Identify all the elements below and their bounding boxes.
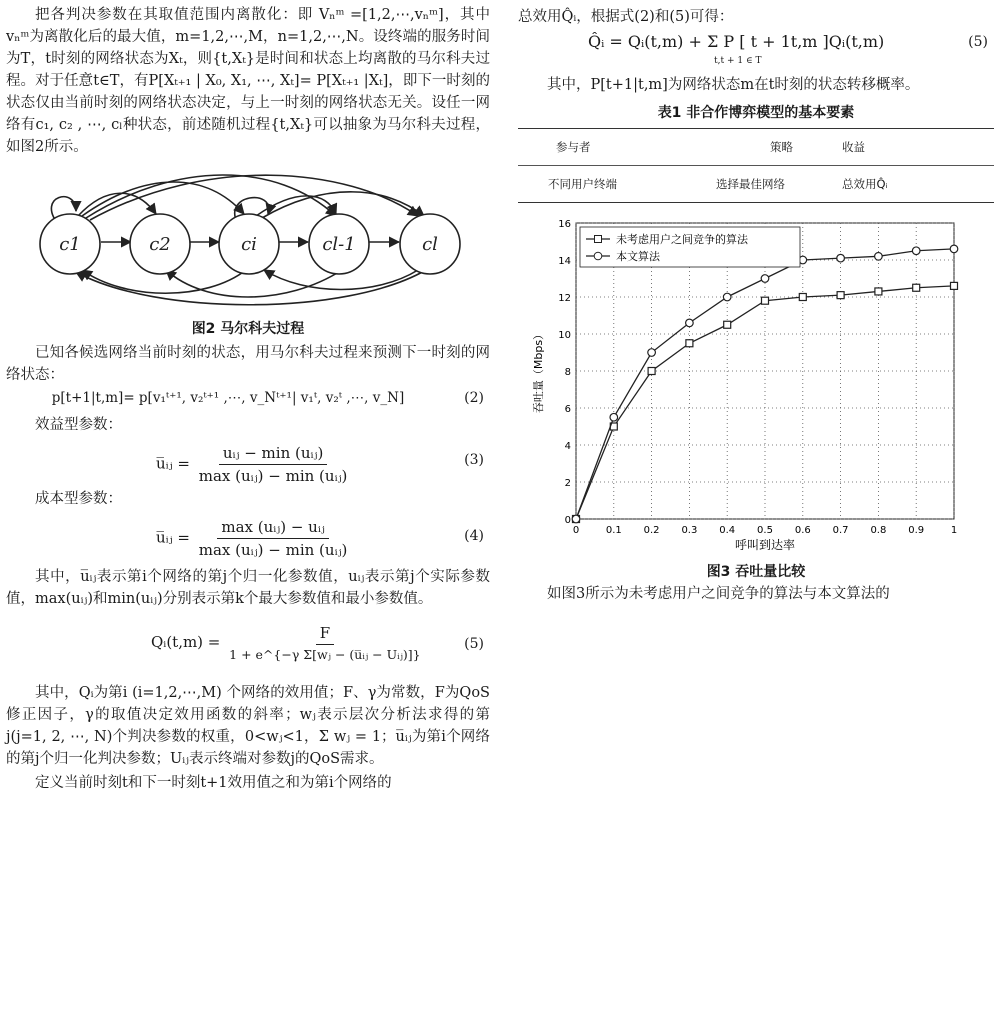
paragraph-normalize: 其中，u̅ᵢⱼ表示第i个网络的第j个归一化参数值，uᵢⱼ表示第j个实际参数值，max(uᵢⱼ)和min(uᵢⱼ)分别表示第k个最大参数值和最小参数值。 xyxy=(6,569,490,607)
eq3-numerator: uᵢⱼ − min (uᵢⱼ) xyxy=(219,444,328,465)
equation-total xyxy=(518,28,994,74)
equation-4 xyxy=(6,510,490,566)
x-tick-label: 0.2 xyxy=(643,525,660,536)
equation-2-number: (2) xyxy=(464,390,484,406)
paragraph-transition: 其中，P[t+1|t,m]为网络状态m在t时刻的状态转移概率。 xyxy=(547,77,920,93)
data-point-square xyxy=(762,297,769,304)
eq5-lhs: Qᵢ(t,m) = xyxy=(151,633,221,651)
table-cell: 选择最佳网络 xyxy=(716,166,842,203)
x-tick-label: 0.6 xyxy=(794,525,811,536)
left-column xyxy=(6,0,490,794)
data-point-circle xyxy=(761,275,769,283)
data-point-square xyxy=(837,292,844,299)
y-tick-label: 0 xyxy=(564,515,571,526)
equation-2 xyxy=(6,386,490,414)
table-row xyxy=(518,166,994,203)
eq3-number: (3) xyxy=(464,452,484,468)
data-point-square xyxy=(951,282,958,289)
eq5-numerator: F xyxy=(316,624,334,645)
node-label: cl-1 xyxy=(322,234,356,255)
node-label: c2 xyxy=(149,234,171,255)
eq-total-sub: t,t + 1 ∈ T xyxy=(714,56,762,66)
x-tick-label: 0.3 xyxy=(681,525,698,536)
data-point-circle xyxy=(610,413,618,421)
eq5-denominator: 1 + e^{−γ Σ[wⱼ − (u̅ᵢⱼ − Uᵢⱼ)]} xyxy=(229,647,421,662)
table1-caption: 表1 非合作博弈模型的基本要素 xyxy=(657,105,855,121)
node-label: c1 xyxy=(59,234,81,255)
y-axis-label: 吞吐量（Mbps） xyxy=(532,328,545,414)
eq4-numerator: max (uᵢⱼ) − uᵢⱼ xyxy=(217,518,328,539)
table-header-cell: 策略 xyxy=(716,129,842,166)
x-axis-label: 呼叫到达率 xyxy=(734,538,796,552)
legend-marker-square xyxy=(595,236,602,243)
y-tick-label: 10 xyxy=(558,330,571,341)
eq-total-body: Q̂ᵢ = Qᵢ(t,m) + Σ P [ t + 1t,m ]Qᵢ(t,m) xyxy=(588,32,885,51)
paragraph-utility-def: 其中，Qᵢ为第i (i=1,2,⋯,M) 个网络的效用值；F、γ为常数，F为QoS修正因子，γ的取值决定效用函数的斜率；wⱼ表示层次分析法求得的第j(j=1, 2, ⋯, N)个判决参数的权重，0<wⱼ<1，Σ wⱼ = 1；u̅ᵢⱼ为第i个网络的第j个归一化判决参数；Uᵢⱼ表示终端对参数j的QoS需求。 xyxy=(6,685,490,767)
x-tick-label: 0.4 xyxy=(719,525,736,536)
data-point-square xyxy=(799,294,806,301)
y-tick-label: 8 xyxy=(564,367,571,378)
data-point-square xyxy=(724,321,731,328)
y-tick-label: 2 xyxy=(564,478,571,489)
data-point-circle xyxy=(875,253,883,261)
paragraph-predict: 已知各候选网络当前时刻的状态，用马尔科夫过程来预测下一时刻的网络状态： xyxy=(6,345,490,383)
data-point-square xyxy=(875,288,882,295)
y-tick-label: 16 xyxy=(558,219,571,230)
x-tick-label: 0 xyxy=(572,525,580,536)
throughput-chart xyxy=(518,209,994,559)
data-point-square xyxy=(648,368,655,375)
figure2-caption: 图2 马尔科夫过程 xyxy=(191,321,305,337)
data-point-circle xyxy=(950,245,958,253)
table-header-cell: 参与者 xyxy=(518,129,716,166)
paragraph-total-utility: 总效用Q̂ᵢ，根据式(2)和(5)可得： xyxy=(518,9,734,25)
y-tick-label: 14 xyxy=(558,256,571,267)
x-tick-label: 0.8 xyxy=(870,525,887,536)
table1 xyxy=(518,128,994,203)
eq3-denominator: max (uᵢⱼ) − min (uᵢⱼ) xyxy=(198,467,348,485)
eq4-lhs: u̅ᵢⱼ = xyxy=(156,528,190,547)
y-tick-label: 6 xyxy=(564,404,571,415)
paragraph-total-def: 定义当前时刻t和下一时刻t+1效用值之和为第i个网络的 xyxy=(35,775,392,791)
legend-marker-circle xyxy=(594,252,602,260)
x-tick-label: 0.1 xyxy=(605,525,622,536)
data-point-circle xyxy=(648,349,656,357)
data-point-circle xyxy=(572,515,580,523)
x-tick-label: 0.7 xyxy=(832,525,849,536)
eq3-lhs: u̅ᵢⱼ = xyxy=(156,454,190,473)
y-tick-label: 4 xyxy=(564,441,571,452)
table-cell: 不同用户终端 xyxy=(518,166,716,203)
data-point-square xyxy=(686,340,693,347)
paragraph-benefit: 效益型参数： xyxy=(35,417,122,433)
eq4-denominator: max (uᵢⱼ) − min (uᵢⱼ) xyxy=(198,541,348,559)
paragraph-cost: 成本型参数： xyxy=(35,491,122,507)
equation-3 xyxy=(6,436,490,488)
equation-2-body: p[t+1|t,m]= p[v₁ᵗ⁺¹, v₂ᵗ⁺¹ ,⋯, v_Nᵗ⁺¹| v₁ᵗ, v₂ᵗ ,⋯, v_N] xyxy=(51,390,405,406)
data-point-circle xyxy=(686,319,694,327)
eq-total-number: (5) xyxy=(968,34,988,50)
right-column xyxy=(518,0,994,605)
table-header-row xyxy=(518,129,994,166)
legend-label: 本文算法 xyxy=(616,250,660,263)
x-tick-label: 0.9 xyxy=(908,525,925,536)
data-point-circle xyxy=(837,254,845,262)
table-header-cell: 收益 xyxy=(842,129,994,166)
y-tick-label: 12 xyxy=(558,293,571,304)
node-label: cl xyxy=(422,234,438,255)
figure3-caption: 图3 吞吐量比较 xyxy=(706,564,806,580)
data-point-square xyxy=(913,284,920,291)
data-point-circle xyxy=(912,247,920,255)
equation-5-utility xyxy=(6,618,490,682)
eq4-number: (4) xyxy=(464,528,484,544)
legend-label: 未考虑用户之间竞争的算法 xyxy=(616,233,748,246)
node-label: ci xyxy=(241,234,257,255)
x-tick-label: 0.5 xyxy=(757,525,773,536)
table-cell: 总效用Q̂ᵢ xyxy=(842,166,994,203)
paragraph-comparison: 如图3所示为未考虑用户之间竞争的算法与本文算法的 xyxy=(547,586,890,602)
markov-diagram xyxy=(6,166,490,316)
x-tick-label: 1 xyxy=(950,525,958,536)
paragraph-markov-intro: 把各判决参数在其取值范围内离散化：即 Vₙᵐ =[1,2,⋯,vₙᵐ]，其中vₙᵐ为离散化后的最大值，m=1,2,⋯,M，n=1,2,⋯,N。设终端的服务时间为T，t时刻的网络状态为Xₜ，则{t,Xₜ}是时间和状态上均离散的马尔科夫过程。对于任意t∈T，有P[Xₜ₊₁ | X₀, X₁, ⋯, Xₜ]= P[Xₜ₊₁ |Xₜ]，即下一时刻的状态仅由当前时刻的网络状态决定，与上一时刻的网络状态无关。设任一网络有c₁, c₂ , ⋯, cₗ种状态，前述随机过程{t,Xₜ}可以抽象为马尔科夫过程，如图2所示。 xyxy=(6,7,490,155)
data-point-circle xyxy=(723,293,731,301)
eq5-number: (5) xyxy=(464,636,484,652)
